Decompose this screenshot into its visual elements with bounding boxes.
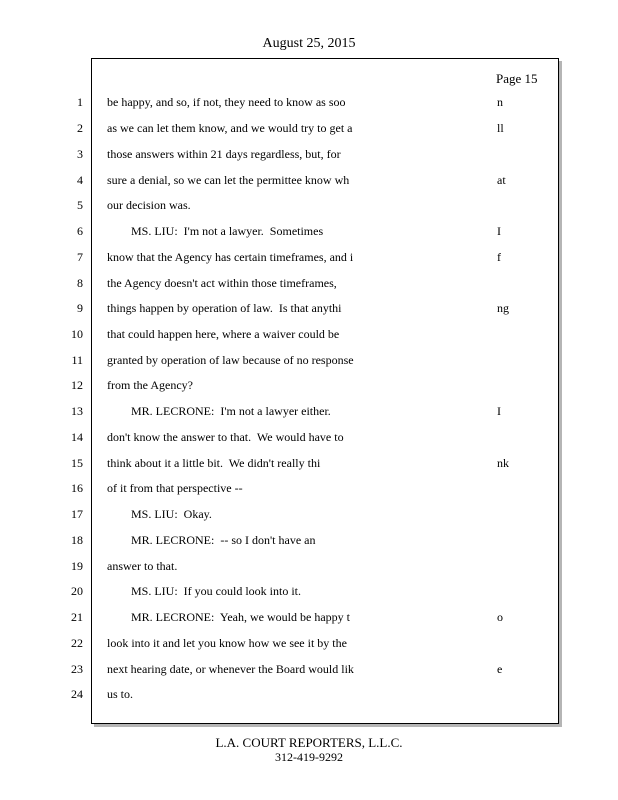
line-text: the Agency doesn't act within those timeframes, <box>107 276 337 290</box>
line-number: 8 <box>77 276 83 290</box>
line-overflow: f <box>497 250 501 264</box>
footer-phone: 312-419-9292 <box>275 750 343 764</box>
line-text: MS. LIU: Okay. <box>107 507 212 521</box>
page-number: Page 15 <box>496 71 538 86</box>
line-overflow: e <box>497 662 503 676</box>
line-number: 24 <box>71 687 83 701</box>
line-text: sure a denial, so we can let the permittee know wh <box>107 173 350 187</box>
line-overflow: I <box>497 404 501 418</box>
line-number: 7 <box>77 250 83 264</box>
line-overflow: I <box>497 224 501 238</box>
line-text: know that the Agency has certain timeframes, and i <box>107 250 354 264</box>
line-text: be happy, and so, if not, they need to know as soo <box>107 95 346 109</box>
line-text: granted by operation of law because of no response <box>107 353 354 367</box>
line-number: 5 <box>77 198 83 212</box>
line-text: that could happen here, where a waiver could be <box>107 327 340 341</box>
line-text: don't know the answer to that. We would have to <box>107 430 344 444</box>
line-number: 23 <box>71 662 83 676</box>
line-text: look into it and let you know how we see it by the <box>107 636 347 650</box>
line-text: MR. LECRONE: I'm not a lawyer either. <box>107 404 331 418</box>
line-overflow: nk <box>497 456 509 470</box>
line-number: 18 <box>71 533 83 547</box>
line-number: 4 <box>77 173 83 187</box>
line-text: us to. <box>107 687 134 701</box>
line-number: 22 <box>71 636 83 650</box>
line-overflow: n <box>497 95 503 109</box>
line-text: things happen by operation of law. Is that anythi <box>107 301 342 315</box>
line-text: from the Agency? <box>107 378 193 392</box>
line-text: our decision was. <box>107 198 191 212</box>
line-text: MS. LIU: I'm not a lawyer. Sometimes <box>107 224 324 238</box>
line-text: as we can let them know, and we would try to get a <box>107 121 353 135</box>
line-overflow: at <box>497 173 506 187</box>
line-overflow: o <box>497 610 503 624</box>
line-number: 20 <box>71 584 83 598</box>
line-text: MS. LIU: If you could look into it. <box>107 584 301 598</box>
line-number: 1 <box>77 95 83 109</box>
line-number: 19 <box>71 559 83 573</box>
header-date: August 25, 2015 <box>262 36 356 51</box>
line-number: 12 <box>71 378 83 392</box>
line-text: next hearing date, or whenever the Board would lik <box>107 662 354 676</box>
line-number: 21 <box>71 610 83 624</box>
line-text: MR. LECRONE: Yeah, we would be happy t <box>107 610 350 624</box>
footer-company: L.A. COURT REPORTERS, L.L.C. <box>215 735 403 750</box>
line-overflow: ll <box>497 121 504 135</box>
line-text: MR. LECRONE: -- so I don't have an <box>107 533 316 547</box>
line-number: 11 <box>71 353 83 367</box>
line-number: 9 <box>77 301 83 315</box>
line-number: 17 <box>71 507 83 521</box>
line-number: 2 <box>77 121 83 135</box>
line-number: 14 <box>71 430 83 444</box>
line-overflow: ng <box>497 301 509 315</box>
line-text: those answers within 21 days regardless, but, for <box>107 147 341 161</box>
line-text: think about it a little bit. We didn't really thi <box>107 456 321 470</box>
line-number: 13 <box>71 404 83 418</box>
line-number: 16 <box>71 481 83 495</box>
line-number: 10 <box>71 327 83 341</box>
line-text: of it from that perspective -- <box>107 481 243 495</box>
line-text: answer to that. <box>107 559 178 573</box>
line-number: 6 <box>77 224 83 238</box>
line-number: 3 <box>77 147 83 161</box>
line-number: 15 <box>71 456 83 470</box>
